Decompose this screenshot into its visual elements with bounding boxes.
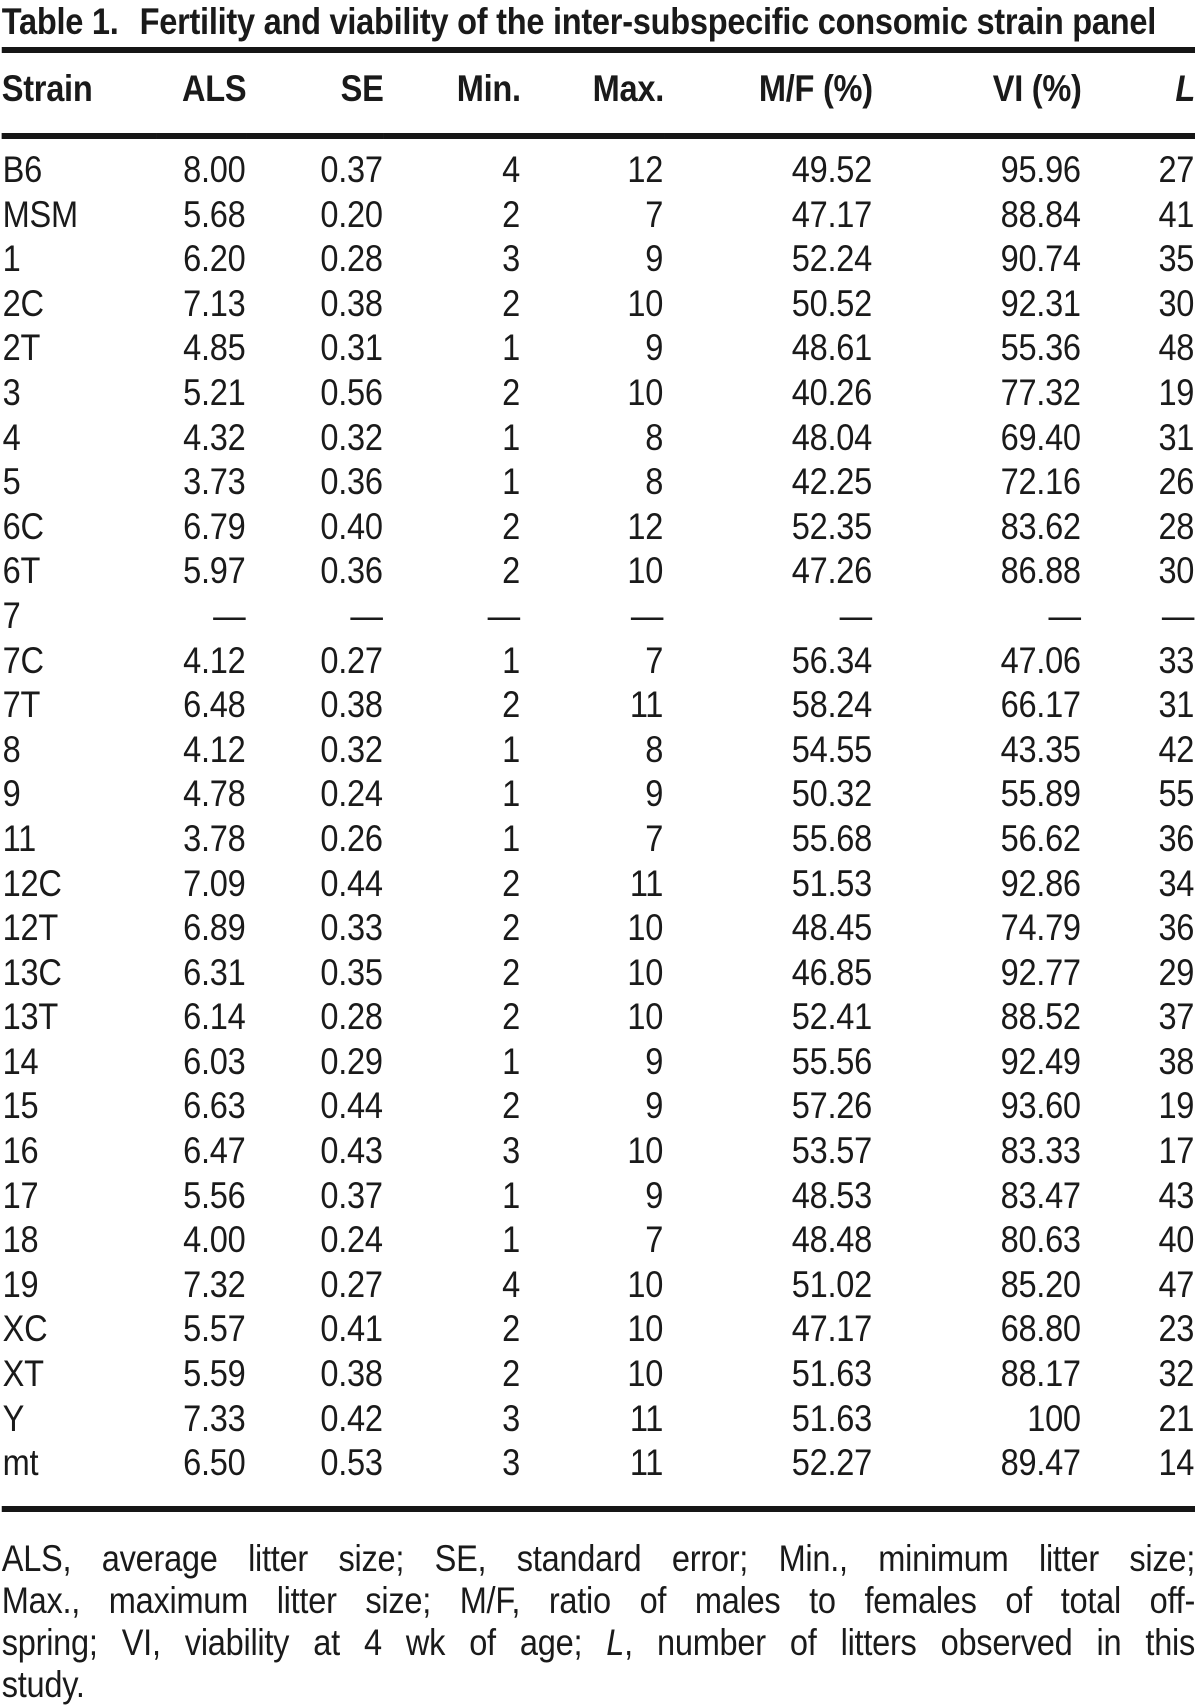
- cell-als: 4.32: [183, 416, 246, 458]
- cell-vi: 83.62: [1000, 505, 1081, 547]
- cell-vi: 55.36: [1000, 327, 1081, 369]
- cell-strain: 1: [2, 238, 21, 280]
- cell-min: 3: [502, 1397, 520, 1439]
- table-row-9: [2, 772, 1195, 817]
- column-header-m-f: M/F (%): [664, 53, 873, 136]
- cell-max: 10: [627, 907, 664, 949]
- column-header-vi: VI (%): [873, 53, 1082, 136]
- cell-strain: 12C: [2, 862, 62, 904]
- cell-strain: XT: [2, 1353, 44, 1395]
- cell-min: 3: [502, 1442, 520, 1484]
- cell-max: 7: [645, 817, 664, 859]
- cell-m-f: 56.34: [791, 639, 872, 681]
- cell-max: 11: [629, 684, 664, 726]
- cell-se: 0.38: [320, 282, 383, 324]
- cell-max: 9: [645, 1085, 664, 1127]
- cell-als: 7.13: [183, 282, 246, 324]
- cell-als: 6.31: [183, 951, 246, 993]
- cell-als: 5.57: [183, 1308, 246, 1350]
- cell-max: 10: [627, 1308, 664, 1350]
- footnote-line: [2, 1580, 1195, 1622]
- cell-vi: 92.86: [1000, 862, 1081, 904]
- cell-vi: 85.20: [1000, 1263, 1081, 1305]
- cell-vi: 86.88: [1000, 550, 1081, 592]
- cell-vi: 47.06: [1000, 639, 1081, 681]
- cell-max: 10: [627, 371, 664, 413]
- cell-se: 0.27: [320, 1263, 383, 1305]
- cell-max: 8: [645, 416, 664, 458]
- cell-se: 0.20: [320, 193, 383, 235]
- cell-vi: 92.31: [1000, 282, 1081, 324]
- cell-l: 40: [1158, 1219, 1195, 1261]
- cell-m-f: 42.25: [791, 461, 872, 503]
- cell-max: 11: [629, 1397, 664, 1439]
- cell-l: 30: [1158, 550, 1195, 592]
- cell-m-f: 48.04: [791, 416, 872, 458]
- column-header-l: L: [1082, 53, 1195, 136]
- column-header-max: Max.: [521, 53, 664, 136]
- table-row-13t: [2, 995, 1195, 1040]
- cell-se: 0.37: [320, 1174, 383, 1216]
- cell-als: 6.63: [183, 1085, 246, 1127]
- cell-min: 2: [502, 371, 520, 413]
- footnote-text: , number of litters observed in this: [624, 1621, 1195, 1663]
- cell-se: —: [350, 594, 383, 636]
- cell-strain: 7C: [2, 639, 44, 681]
- cell-m-f: 51.02: [791, 1263, 872, 1305]
- table-row-12c: [2, 862, 1195, 907]
- cell-strain: 18: [2, 1219, 39, 1261]
- cell-min: 2: [502, 193, 520, 235]
- cell-l: 42: [1158, 728, 1195, 770]
- cell-l: 30: [1158, 282, 1195, 324]
- table-row-1: [2, 237, 1195, 282]
- cell-als: 4.78: [183, 773, 246, 815]
- cell-als: 6.47: [183, 1130, 246, 1172]
- cell-min: 1: [502, 1040, 520, 1082]
- cell-min: 4: [502, 149, 520, 190]
- table-row-11: [2, 817, 1195, 862]
- table-row-xc: [2, 1307, 1195, 1352]
- column-header-min: Min.: [384, 53, 521, 136]
- cell-min: 1: [502, 461, 520, 503]
- cell-strain: 9: [2, 773, 21, 815]
- cell-vi: —: [1048, 594, 1081, 636]
- cell-als: 4.12: [183, 639, 246, 681]
- cell-als: 6.50: [183, 1442, 246, 1484]
- cell-max: 12: [627, 505, 664, 547]
- cell-l: 36: [1158, 907, 1195, 949]
- cell-se: 0.38: [320, 684, 383, 726]
- cell-min: 2: [502, 550, 520, 592]
- cell-se: 0.35: [320, 951, 383, 993]
- cell-max: 9: [645, 773, 664, 815]
- table-row-7c: [2, 639, 1195, 684]
- footnote-line: [2, 1538, 1195, 1580]
- column-header-als: ALS: [157, 53, 246, 136]
- cell-strain: 7T: [2, 684, 41, 726]
- cell-vi: 95.96: [1000, 149, 1081, 190]
- table-row-b6: [2, 136, 1195, 193]
- cell-strain: 6T: [2, 550, 41, 592]
- table-row-16: [2, 1129, 1195, 1174]
- cell-strain: 19: [2, 1263, 39, 1305]
- cell-se: 0.36: [320, 461, 383, 503]
- cell-m-f: 52.41: [791, 996, 872, 1038]
- cell-vi: 92.77: [1000, 951, 1081, 993]
- cell-vi: 83.47: [1000, 1174, 1081, 1216]
- cell-m-f: 47.17: [791, 193, 872, 235]
- cell-m-f: 54.55: [791, 728, 872, 770]
- cell-min: 1: [502, 1174, 520, 1216]
- cell-strain: 2C: [2, 282, 44, 324]
- cell-se: 0.28: [320, 238, 383, 280]
- table-row-8: [2, 728, 1195, 773]
- cell-strain: 2T: [2, 327, 41, 369]
- cell-l: 35: [1158, 238, 1195, 280]
- cell-m-f: 55.68: [791, 817, 872, 859]
- cell-strain: 13T: [2, 996, 58, 1038]
- cell-l: —: [1161, 594, 1195, 636]
- cell-strain: 6C: [2, 505, 44, 547]
- cell-strain: MSM: [2, 193, 78, 235]
- cell-min: 2: [502, 1085, 520, 1127]
- cell-m-f: 52.35: [791, 505, 872, 547]
- header-row: [2, 53, 1195, 136]
- cell-se: 0.26: [320, 817, 383, 859]
- cell-l: 19: [1158, 1085, 1195, 1127]
- cell-vi: 56.62: [1000, 817, 1081, 859]
- cell-max: 12: [627, 149, 664, 190]
- cell-strain: 13C: [2, 951, 62, 993]
- cell-m-f: 55.56: [791, 1040, 872, 1082]
- cell-vi: 66.17: [1000, 684, 1081, 726]
- cell-se: 0.36: [320, 550, 383, 592]
- cell-min: 2: [502, 684, 520, 726]
- cell-l: 28: [1158, 505, 1195, 547]
- cell-min: 1: [502, 327, 520, 369]
- cell-strain: 17: [2, 1174, 39, 1216]
- cell-strain: 4: [2, 416, 21, 458]
- fertility-viability-table: [2, 53, 1195, 1486]
- cell-l: 14: [1158, 1442, 1195, 1484]
- cell-vi: 55.89: [1000, 773, 1081, 815]
- cell-se: 0.44: [320, 1085, 383, 1127]
- cell-als: 7.33: [183, 1397, 246, 1439]
- cell-vi: 43.35: [1000, 728, 1081, 770]
- footnote-text: ALS, average litter size; SE, standard error; Min., minimum litter size;: [1, 1537, 1195, 1579]
- cell-als: —: [213, 594, 246, 636]
- cell-se: 0.56: [320, 371, 383, 413]
- cell-als: 6.89: [183, 907, 246, 949]
- column-header-strain: Strain: [2, 53, 157, 136]
- cell-als: 6.03: [183, 1040, 246, 1082]
- cell-strain: 12T: [2, 907, 58, 949]
- footnote-line: [2, 1664, 1195, 1706]
- cell-l: 27: [1158, 149, 1195, 190]
- cell-strain: mt: [2, 1442, 39, 1484]
- table-footnote: [2, 1538, 1195, 1706]
- cell-als: 4.12: [183, 728, 246, 770]
- table-row-6t: [2, 549, 1195, 594]
- cell-min: 1: [502, 773, 520, 815]
- cell-als: 4.85: [183, 327, 246, 369]
- cell-m-f: 51.53: [791, 862, 872, 904]
- table-row-13c: [2, 951, 1195, 996]
- table-row-2c: [2, 282, 1195, 327]
- table-row-7t: [2, 683, 1195, 728]
- cell-strain: 8: [2, 728, 21, 770]
- cell-vi: 90.74: [1000, 238, 1081, 280]
- table-row-xt: [2, 1352, 1195, 1397]
- cell-l: 55: [1158, 773, 1195, 815]
- cell-se: 0.38: [320, 1353, 383, 1395]
- cell-min: 3: [502, 238, 520, 280]
- cell-vi: 69.40: [1000, 416, 1081, 458]
- cell-max: 11: [629, 862, 664, 904]
- cell-als: 5.68: [183, 193, 246, 235]
- cell-max: 10: [627, 1263, 664, 1305]
- cell-min: —: [487, 594, 520, 636]
- cell-l: 38: [1158, 1040, 1195, 1082]
- cell-strain: 7: [2, 594, 21, 636]
- cell-min: 1: [502, 1219, 520, 1261]
- cell-se: 0.44: [320, 862, 383, 904]
- cell-se: 0.42: [320, 1397, 383, 1439]
- cell-strain: 14: [2, 1040, 39, 1082]
- cell-l: 33: [1158, 639, 1195, 681]
- cell-vi: 72.16: [1000, 461, 1081, 503]
- cell-max: 9: [645, 327, 664, 369]
- cell-als: 6.20: [183, 238, 246, 280]
- cell-se: 0.40: [320, 505, 383, 547]
- table-row-5: [2, 460, 1195, 505]
- cell-se: 0.28: [320, 996, 383, 1038]
- cell-als: 5.97: [183, 550, 246, 592]
- cell-min: 4: [502, 1263, 520, 1305]
- cell-max: 8: [645, 728, 664, 770]
- cell-max: 7: [645, 639, 664, 681]
- cell-max: 10: [627, 550, 664, 592]
- cell-m-f: 51.63: [791, 1353, 872, 1395]
- cell-max: 9: [645, 238, 664, 280]
- cell-als: 8.00: [183, 149, 246, 190]
- cell-min: 2: [502, 1308, 520, 1350]
- cell-l: 21: [1158, 1397, 1195, 1439]
- cell-max: 8: [645, 461, 664, 503]
- cell-m-f: 58.24: [791, 684, 872, 726]
- cell-vi: 88.17: [1000, 1353, 1081, 1395]
- table-row-19: [2, 1263, 1195, 1308]
- cell-vi: 100: [1027, 1397, 1081, 1439]
- cell-vi: 88.84: [1000, 193, 1081, 235]
- cell-l: 31: [1158, 684, 1195, 726]
- table-row-15: [2, 1084, 1195, 1129]
- cell-strain: 11: [2, 817, 36, 859]
- table-row-12t: [2, 906, 1195, 951]
- cell-se: 0.29: [320, 1040, 383, 1082]
- cell-l: 26: [1158, 461, 1195, 503]
- cell-als: 3.78: [183, 817, 246, 859]
- cell-min: 3: [502, 1130, 520, 1172]
- cell-vi: 68.80: [1000, 1308, 1081, 1350]
- cell-als: 5.56: [183, 1174, 246, 1216]
- cell-min: 2: [502, 1353, 520, 1395]
- cell-se: 0.33: [320, 907, 383, 949]
- cell-strain: 5: [2, 461, 21, 503]
- cell-max: 10: [627, 996, 664, 1038]
- cell-l: 43: [1158, 1174, 1195, 1216]
- cell-l: 31: [1158, 416, 1195, 458]
- footnote-italic-term: L: [606, 1621, 625, 1663]
- cell-strain: Y: [2, 1397, 25, 1439]
- cell-als: 7.09: [183, 862, 246, 904]
- table-number: Table 1.: [1, 1, 119, 42]
- cell-max: 9: [645, 1174, 664, 1216]
- cell-vi: 88.52: [1000, 996, 1081, 1038]
- cell-m-f: 50.32: [791, 773, 872, 815]
- cell-m-f: 46.85: [791, 951, 872, 993]
- cell-als: 4.00: [183, 1219, 246, 1261]
- cell-min: 2: [502, 996, 520, 1038]
- cell-se: 0.32: [320, 416, 383, 458]
- cell-l: 23: [1158, 1308, 1195, 1350]
- cell-max: 10: [627, 951, 664, 993]
- cell-min: 1: [502, 817, 520, 859]
- footnote-line: [2, 1622, 1195, 1664]
- cell-se: 0.37: [320, 149, 383, 190]
- table-row-7: [2, 594, 1195, 639]
- cell-l: 36: [1158, 817, 1195, 859]
- footnote-text: study.: [1, 1663, 85, 1705]
- cell-se: 0.53: [320, 1442, 383, 1484]
- cell-strain: 16: [2, 1130, 39, 1172]
- cell-min: 1: [502, 639, 520, 681]
- cell-m-f: 48.48: [791, 1219, 872, 1261]
- cell-l: 29: [1158, 951, 1195, 993]
- cell-vi: 77.32: [1000, 371, 1081, 413]
- cell-max: —: [630, 594, 664, 636]
- cell-als: 6.79: [183, 505, 246, 547]
- cell-max: 7: [645, 1219, 664, 1261]
- cell-als: 6.48: [183, 684, 246, 726]
- table-row-6c: [2, 505, 1195, 550]
- cell-m-f: 52.24: [791, 238, 872, 280]
- cell-min: 1: [502, 728, 520, 770]
- footnote-text: spring; VI, viability at 4 wk of age;: [1, 1621, 607, 1663]
- cell-min: 2: [502, 907, 520, 949]
- cell-max: 10: [627, 1353, 664, 1395]
- cell-vi: 74.79: [1000, 907, 1081, 949]
- cell-se: 0.27: [320, 639, 383, 681]
- cell-se: 0.41: [320, 1308, 383, 1350]
- cell-l: 17: [1158, 1130, 1195, 1172]
- cell-se: 0.43: [320, 1130, 383, 1172]
- cell-min: 2: [502, 951, 520, 993]
- cell-als: 5.21: [183, 371, 246, 413]
- cell-max: 10: [627, 282, 664, 324]
- footnote-text: Max., maximum litter size; M/F, ratio of males to females of total off-: [1, 1579, 1195, 1621]
- cell-se: 0.24: [320, 1219, 383, 1261]
- cell-l: 47: [1158, 1263, 1195, 1305]
- cell-als: 5.59: [183, 1353, 246, 1395]
- table-header: [2, 53, 1195, 136]
- cell-m-f: 53.57: [791, 1130, 872, 1172]
- column-header-se: SE: [246, 53, 383, 136]
- cell-max: 9: [645, 1040, 664, 1082]
- cell-strain: 3: [2, 371, 21, 413]
- cell-l: 32: [1158, 1353, 1195, 1395]
- cell-l: 48: [1158, 327, 1195, 369]
- table-body: [2, 136, 1195, 1486]
- cell-se: 0.31: [320, 327, 383, 369]
- table-row-msm: [2, 193, 1195, 238]
- cell-vi: 92.49: [1000, 1040, 1081, 1082]
- table-row-2t: [2, 326, 1195, 371]
- cell-l: 41: [1158, 193, 1195, 235]
- cell-vi: 93.60: [1000, 1085, 1081, 1127]
- cell-strain: 15: [2, 1085, 39, 1127]
- cell-m-f: 47.17: [791, 1308, 872, 1350]
- cell-m-f: —: [839, 594, 872, 636]
- bottom-rule: [2, 1506, 1195, 1512]
- cell-min: 1: [502, 416, 520, 458]
- cell-m-f: 49.52: [791, 149, 872, 190]
- cell-l: 19: [1158, 371, 1195, 413]
- cell-m-f: 48.61: [791, 327, 872, 369]
- table-row-mt: [2, 1441, 1195, 1486]
- table-row-4: [2, 416, 1195, 461]
- cell-als: 6.14: [183, 996, 246, 1038]
- cell-max: 11: [629, 1442, 664, 1484]
- cell-als: 7.32: [183, 1263, 246, 1305]
- cell-m-f: 40.26: [791, 371, 872, 413]
- cell-min: 2: [502, 282, 520, 324]
- cell-m-f: 52.27: [791, 1442, 872, 1484]
- cell-l: 34: [1158, 862, 1195, 904]
- table-title-text: Fertility and viability of the inter-subspecific consomic strain panel: [139, 1, 1157, 42]
- cell-m-f: 51.63: [791, 1397, 872, 1439]
- cell-vi: 80.63: [1000, 1219, 1081, 1261]
- cell-se: 0.32: [320, 728, 383, 770]
- cell-m-f: 50.52: [791, 282, 872, 324]
- table-row-18: [2, 1218, 1195, 1263]
- cell-max: 7: [645, 193, 664, 235]
- cell-als: 3.73: [183, 461, 246, 503]
- table-row-14: [2, 1040, 1195, 1085]
- cell-m-f: 48.53: [791, 1174, 872, 1216]
- cell-min: 2: [502, 505, 520, 547]
- cell-l: 37: [1158, 996, 1195, 1038]
- table-row-3: [2, 371, 1195, 416]
- cell-strain: B6: [2, 149, 42, 190]
- cell-m-f: 48.45: [791, 907, 872, 949]
- cell-strain: XC: [2, 1308, 48, 1350]
- cell-m-f: 47.26: [791, 550, 872, 592]
- table-row-y: [2, 1397, 1195, 1442]
- cell-m-f: 57.26: [791, 1085, 872, 1127]
- cell-vi: 89.47: [1000, 1442, 1081, 1484]
- cell-min: 2: [502, 862, 520, 904]
- cell-max: 10: [627, 1130, 664, 1172]
- cell-vi: 83.33: [1000, 1130, 1081, 1172]
- cell-se: 0.24: [320, 773, 383, 815]
- table-row-17: [2, 1174, 1195, 1219]
- table-caption: [2, 2, 1195, 41]
